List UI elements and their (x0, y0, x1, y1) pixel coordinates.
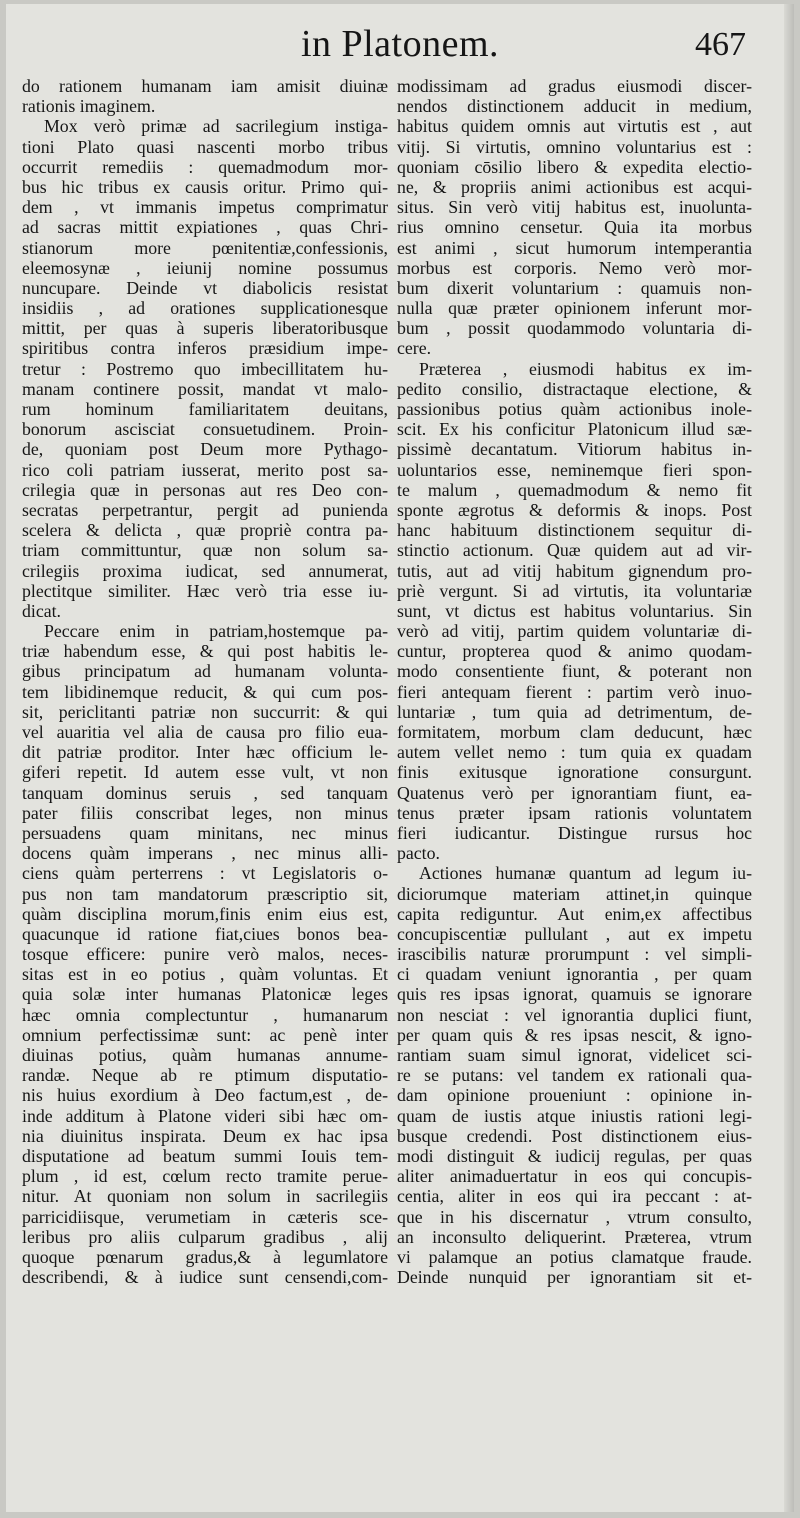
text-line: cuntur, propterea quod & animo quodam- (397, 641, 752, 662)
text-line: pissimè decantatum. Vitiorum habitus in- (397, 439, 752, 460)
text-line: bonorum ascisciat consuetudinem. Proin- (22, 419, 388, 440)
text-line: sit, periclitanti patriæ non succurrit: & qui (22, 701, 388, 722)
text-line: finis exitusque ignoratione consurgunt. (397, 762, 752, 783)
text-line: diciorumque materiam attinet,in quinque (397, 883, 752, 904)
text-line: Mox verò primæ ad sacrilegium instiga- (44, 116, 388, 137)
text-line: dem , vt immanis impetus comprimatur (22, 197, 388, 218)
text-line: diuinas potius, quàm humanas annume- (22, 1045, 388, 1065)
text-line: pedito consilio, distractaque electione, & (397, 378, 752, 399)
text-line: mittit, per quas à superis liberatoribusque (22, 318, 388, 339)
text-line: per quam quis & res ipsas nescit, & igno- (397, 1024, 752, 1045)
text-line: situs. Sin verò vitij habitus est, inuolunta- (397, 197, 752, 218)
text-line: fieri antequam fierent : partim verò inuo- (397, 681, 752, 702)
text-line: tosque efficere: punire verò malos, neces- (22, 944, 388, 965)
text-line: triæ habendum esse, & qui post habitis le- (22, 641, 388, 662)
text-line: quoque pœnarum gradus,& à legumlatore (22, 1246, 388, 1267)
text-line: dicat. (22, 600, 62, 621)
text-line: nendos distinctionem adducit in medium, (397, 96, 752, 117)
text-line: plectitque similiter. Hæc verò tria esse iu- (22, 580, 388, 601)
text-line: quis res ipsas ignorat, quamuis se ignorare (397, 984, 752, 1005)
text-line: Actiones humanæ quantum ad legum iu- (419, 863, 752, 884)
text-line: concupiscentiæ pullulant , aut ex impetu (397, 923, 752, 944)
text-line: vel auaritia vel alia de causa pro filio eua- (22, 722, 388, 742)
text-line: bum , possit quodammodo voluntaria di- (397, 318, 752, 339)
page-edge-shadow (784, 4, 794, 1512)
text-line: tretur : Postremo quo imbecillitatem hu- (22, 358, 388, 379)
text-line: quàm disciplina morum,finis enim eius est, (22, 903, 388, 924)
text-line: crilegia quæ in personas aut res Deo con- (22, 479, 388, 500)
text-line: spiritibus contra inferos præsidium impe- (22, 338, 388, 359)
text-line: parricidiisque, verumetiam in cæteris sce- (22, 1206, 388, 1227)
text-line: aliter animaduertatur in eos qui concupis- (397, 1166, 752, 1187)
text-line: capita rediguntur. Aut enim,ex affectibus (397, 903, 752, 924)
text-line: leribus pro aliis culparum gradibus , alij (22, 1226, 388, 1247)
text-line: formitatem, morbum clam deducunt, hæc (397, 722, 752, 742)
text-line: Deinde nunquid per ignorantiam sit et- (397, 1267, 752, 1288)
text-line: disputatione ad beatum summi Iouis tem- (22, 1145, 388, 1166)
text-line: dam opinione proueniunt : opinione in- (397, 1085, 752, 1106)
text-line: rum hominum familiaritatem deuitans, (22, 399, 388, 419)
text-line: ciens quàm perterrens : vt Legislatoris o- (22, 863, 388, 884)
text-line: pacto. (397, 843, 440, 864)
text-line: nia diuinitus inspirata. Deum ex hac ipsa (22, 1125, 388, 1146)
text-line: sitas est in eo potius , quàm voluntas. Et (22, 964, 388, 985)
text-line: irascibilis naturæ prorumpunt : vel simpli- (397, 944, 752, 965)
text-line: modo consentiente fiunt, & poterant non (397, 661, 752, 682)
text-line: hanc habituum distinctionem sequitur di- (397, 520, 752, 541)
text-line: gibus principatum ad humanam volunta- (22, 661, 388, 682)
right-text-column (397, 76, 752, 1287)
text-line: dit patriæ proditor. Inter hæc officium le- (22, 742, 388, 763)
text-line: tem libidinemque reducit, & qui cum pos- (22, 681, 388, 702)
text-line: stianorum more pœnitentiæ,confessionis, (22, 237, 388, 258)
text-line: centia, aliter in eos qui ira peccant : at- (397, 1186, 752, 1207)
text-line: plum , id est, cœlum recto tramite perue- (22, 1166, 388, 1187)
text-line: randæ. Neque ab re ptimum disputatio- (22, 1065, 388, 1086)
text-line: pater filiis conscribat leges, non minus (22, 802, 388, 823)
text-line: stinctio actionum. Quæ quidem aut ad vir- (397, 540, 752, 561)
text-line: rius omnino censetur. Quia ita morbus (397, 217, 752, 238)
text-line: vitij. Si virtutis, omnino voluntarius est : (397, 136, 752, 157)
text-line: tenus præter ipsam rationis voluntatem (397, 802, 752, 823)
text-line: nuncupare. Deinde vt diabolicis resistat (22, 277, 388, 298)
text-line: bum dixerit voluntarium : quamuis non- (397, 277, 752, 298)
text-line: Quatenus verò per ignorantiam fiunt, ea- (397, 782, 752, 803)
text-line: cere. (397, 338, 432, 359)
text-line: ne, & propriis animi actionibus est acqui- (397, 176, 752, 197)
text-line: modi distinguit & iudicij regulas, per quas (397, 1145, 752, 1166)
text-line: docens quàm imperans , nec minus alli- (22, 843, 388, 864)
text-line: quia solæ inter humanas Platonicæ leges (22, 984, 388, 1005)
text-line: secratas perpetrantur, pergit ad punienda (22, 499, 388, 520)
text-line: quam de iustis atque iniustis rationi legi- (397, 1105, 752, 1126)
text-line: quoniam cōsilio libero & expedita electio- (397, 156, 752, 177)
book-page (6, 4, 794, 1512)
text-line: rico coli patriam iusserat, merito post sa- (22, 459, 388, 480)
text-line: do rationem humanam iam amisit diuinæ (22, 76, 388, 96)
text-line: hæc omnia complectuntur , humanarum (22, 1004, 388, 1025)
text-line: describendi, & à iudice sunt censendi,com- (22, 1267, 388, 1288)
text-line: rantiam suam simul ignorat, videlicet sci- (397, 1045, 752, 1065)
text-line: quacunque id ratione fiat,ciues bonos bea- (22, 923, 388, 944)
text-line: pus non tam mandatorum præscriptio sit, (22, 883, 388, 904)
text-line: bus hic tribus ex causis oritur. Primo qui- (22, 176, 388, 197)
text-line: modissimam ad gradus eiusmodi discer- (397, 76, 752, 96)
text-line: uoluntarios esse, neminemque fieri spon- (397, 459, 752, 480)
text-line: scelera & delicta , quæ propriè contra pa- (22, 520, 388, 541)
text-line: rationis imaginem. (22, 96, 156, 117)
text-line: fieri iudicantur. Distingue rursus hoc (397, 822, 752, 843)
text-line: nitur. At quoniam non solum in sacrilegiis (22, 1186, 388, 1207)
page-number: 467 (695, 26, 746, 63)
text-line: occurrit remediis : quemadmodum mor- (22, 156, 388, 177)
running-head: in Platonem. (300, 23, 500, 65)
text-line: sunt, vt dictus est habitus voluntarius. Sin (397, 600, 752, 621)
left-text-column (22, 76, 388, 1287)
text-line: passionibus potius quàm actionibus inole- (397, 399, 752, 419)
text-line: ad sacras mittit expiationes , quas Chri- (22, 217, 388, 238)
text-line: morbus est corporis. Nemo verò mor- (397, 257, 752, 278)
text-line: de, quoniam post Deum more Pythago- (22, 439, 388, 460)
text-line: eleemosynæ , ieiunij nomine possumus (22, 257, 388, 278)
text-line: omnium perfectissimæ sunt: ac penè inter (22, 1024, 388, 1045)
text-line: priè vergunt. Si ad virtutis, ita voluntariæ (397, 580, 752, 601)
text-line: triam committuntur, quæ non solum sa- (22, 540, 388, 561)
text-line: non nesciat : vel ignorantia duplici fiunt, (397, 1004, 752, 1025)
text-line: tutis, aut ad vitij habitum gignendum pro- (397, 560, 752, 581)
text-line: crilegiis proxima iudicat, sed annumerat, (22, 560, 388, 581)
text-line: tioni Plato quasi nascenti morbo tribus (22, 136, 388, 157)
text-line: busque credendi. Post distinctionem eius- (397, 1125, 752, 1146)
text-line: verò ad vitij, partim quidem voluntariæ di- (397, 621, 752, 642)
text-line: re se putans: vel tandem ex rationali qua- (397, 1065, 752, 1086)
text-line: nis huius exordium à Deo factum,est , de- (22, 1085, 388, 1106)
text-line: tanquam dominus seruis , sed tanquam (22, 782, 388, 803)
text-line: autem vellet nemo : tum quia ex quadam (397, 742, 752, 763)
text-line: que in his discernatur , vtrum consulto, (397, 1206, 752, 1227)
text-line: Præterea , eiusmodi habitus ex im- (419, 358, 752, 379)
text-line: vi palamque an potius clamatque fraude. (397, 1246, 752, 1267)
text-line: giferi repetit. Id autem esse vult, vt non (22, 762, 388, 783)
text-line: habitus quidem omnis aut virtutis est , aut (397, 116, 752, 137)
text-line: te malum , quemadmodum & nemo fit (397, 479, 752, 500)
text-line: sponte ægrotus & deformis & inops. Post (397, 499, 752, 520)
text-line: manam continere possit, mandat vt malo- (22, 378, 388, 399)
text-line: scit. Ex his conficitur Platonicum illud sæ- (397, 419, 752, 440)
text-line: ci quadam veniunt ignorantia , per quam (397, 964, 752, 985)
text-line: an inconsulto deliquerint. Præterea, vtrum (397, 1226, 752, 1247)
text-line: inde additum à Platone videri sibi hæc om- (22, 1105, 388, 1126)
text-line: est animi , sicut humorum intemperantia (397, 237, 752, 258)
text-line: persuadens quam minitans, nec minus (22, 822, 388, 843)
text-line: insidiis , ad orationes supplicationesque (22, 298, 388, 319)
text-line: nulla quæ præter opinionem inferunt mor- (397, 298, 752, 319)
text-line: luntariæ , tum quia ad detrimentum, de- (397, 701, 752, 722)
text-line: Peccare enim in patriam,hostemque pa- (44, 621, 388, 642)
